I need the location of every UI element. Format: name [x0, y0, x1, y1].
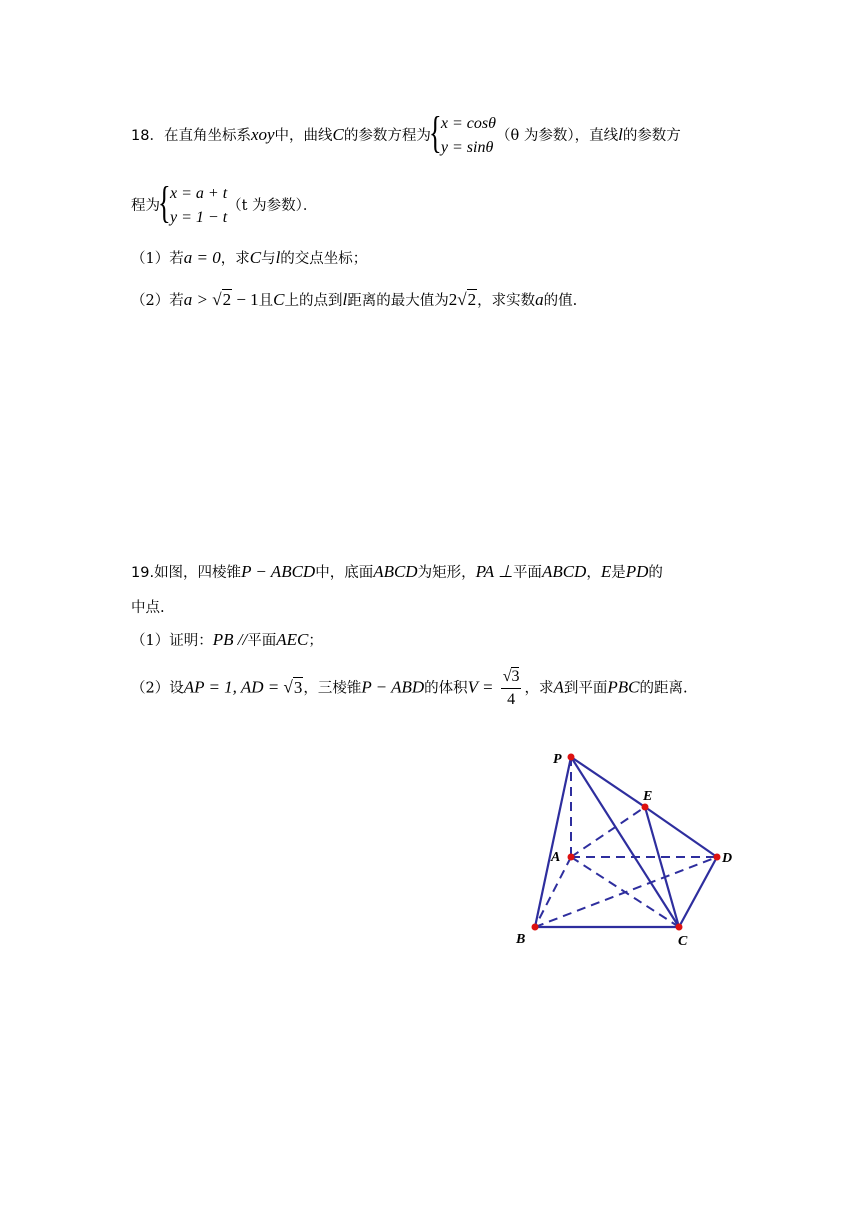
sqrt-expr: √3 [283, 677, 303, 697]
q19-text: ，三棱锥 [303, 680, 362, 697]
vertex-points [532, 754, 721, 931]
q18-text: （θ 为参数），直线 [495, 128, 619, 144]
q19-line-1 [131, 562, 663, 583]
edge-ED [645, 807, 717, 857]
equation-row: y = sinθ [440, 139, 494, 156]
q19-text: ； [308, 633, 323, 649]
part-label: （1）若 [131, 251, 184, 267]
q19-text: 到平面 [563, 680, 608, 697]
q19-text: 中，底面 [315, 565, 374, 581]
q19-text: 为矩形， [417, 565, 476, 581]
q19-text: ， [586, 565, 601, 581]
math-expr: P − ABCD [241, 562, 316, 581]
fraction-denominator: 4 [507, 691, 516, 708]
q19-text: 中点. [131, 600, 165, 616]
point-D [714, 854, 721, 861]
q19-text: 平面 [512, 565, 542, 581]
q18-part-1 [131, 248, 367, 269]
equation-row: y = 1 − t [170, 209, 228, 226]
math-expr: AP = 1, AD = [183, 677, 284, 697]
q18-text: 与 [261, 251, 276, 267]
radicand: 3 [293, 677, 303, 697]
part-label: （2）若 [131, 293, 184, 309]
q18-text: 且 [258, 293, 274, 309]
math-C: C [332, 125, 344, 144]
math-expr: 2 [448, 290, 458, 309]
math-l: l [618, 125, 623, 144]
math-expr: PBC [607, 677, 640, 697]
sqrt-expr: √2 [212, 290, 232, 309]
sqrt-expr: √2 [457, 290, 477, 309]
q18-text: 上的点到 [284, 293, 343, 309]
edge-PC [571, 757, 679, 927]
math-expr: PA ⊥ [475, 562, 513, 581]
math-expr: PD [625, 562, 649, 581]
math-expr: a > [183, 290, 213, 309]
math-expr: ABCD [541, 562, 587, 581]
edge-EC [645, 807, 679, 927]
edge-CD [679, 857, 717, 927]
q18-text: 在直角坐标系 [163, 128, 251, 144]
point-A [568, 854, 575, 861]
q18-text: 的参数方 [622, 128, 681, 144]
fraction [501, 666, 522, 711]
point-P [568, 754, 575, 761]
label-E: E [643, 789, 653, 804]
q19-part-1 [131, 630, 323, 651]
math-l: l [275, 248, 281, 267]
math-expr: a = 0 [183, 248, 221, 267]
edge-AE [571, 807, 645, 857]
q19-number: 19. [131, 565, 155, 581]
q18-text: 的值. [543, 293, 578, 309]
math-C: C [273, 290, 285, 309]
q18-text: 的参数方程为 [343, 128, 431, 144]
q18-text: （t 为参数）． [227, 198, 318, 214]
math-expr: ABCD [373, 562, 418, 581]
edge-AB [535, 857, 571, 927]
edge-BD [535, 857, 717, 927]
q19-text: 的 [648, 565, 663, 581]
label-P: P [553, 752, 562, 767]
label-C: C [678, 934, 688, 949]
equation-row: x = a + t [170, 185, 228, 202]
q19-line-2 [131, 598, 165, 618]
equation-row: x = cosθ [440, 115, 496, 132]
math-expr: P − ABD [361, 677, 425, 697]
math-expr: − 1 [232, 290, 259, 309]
math-l: l [342, 290, 348, 309]
part-label: （2）设 [131, 680, 184, 697]
math-expr: V = [467, 677, 498, 697]
label-A: A [551, 850, 561, 865]
q18-text: 程为 [131, 198, 160, 214]
equation-system-curve: { x = cosθ y = sinθ [431, 112, 496, 160]
label-B: B [516, 932, 526, 947]
q18-text: 的交点坐标； [280, 251, 368, 267]
q19-part-2 [131, 666, 688, 711]
part-label: （1）证明： [131, 633, 213, 649]
point-E [642, 804, 649, 811]
dashed-edges [535, 757, 717, 927]
q19-text: 是 [611, 565, 626, 581]
point-C [676, 924, 683, 931]
radicand: 2 [467, 290, 477, 309]
q18-text: 距离的最大值为 [347, 293, 449, 309]
q19-text: 的距离. [639, 680, 688, 697]
edge-PE [571, 757, 645, 807]
solid-edges [535, 757, 717, 927]
point-B [532, 924, 539, 931]
fraction-numerator: √3 [501, 666, 522, 689]
math-xoy: xoy [250, 125, 275, 144]
q18-line-1 [131, 108, 681, 160]
q19-text: 如图，四棱锥 [154, 565, 242, 581]
math-expr: A [553, 677, 564, 697]
q18-text: ，求实数 [477, 293, 536, 309]
q18-part-2 [131, 290, 577, 311]
math-a: a [535, 290, 544, 309]
math-expr: AEC [276, 630, 309, 649]
q18-text: ，求 [220, 251, 250, 267]
label-D: D [722, 851, 733, 866]
radicand: 2 [222, 290, 232, 309]
q19-text: 的体积 [424, 680, 468, 697]
radicand: 3 [511, 668, 520, 685]
equation-system-line: { x = a + t y = 1 − t [160, 182, 227, 230]
edge-AC [571, 857, 679, 927]
math-expr: PB // [212, 630, 248, 649]
math-expr: E [600, 562, 612, 581]
math-C: C [249, 248, 262, 267]
q19-text: 平面 [247, 633, 277, 649]
q18-number: 18． [131, 128, 164, 144]
q18-line-2 [131, 178, 318, 230]
q19-text: ，求 [524, 680, 554, 697]
q18-text: 中，曲线 [274, 128, 333, 144]
edge-PB [535, 757, 571, 927]
